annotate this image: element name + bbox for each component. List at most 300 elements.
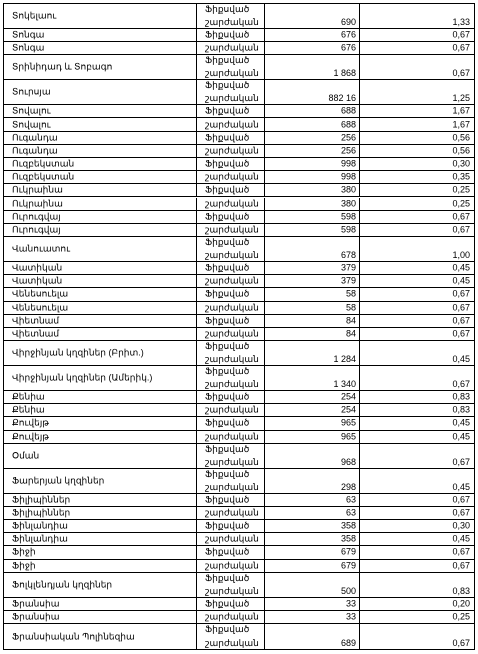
price-cell <box>265 198 360 210</box>
connection-type: շարժական <box>205 42 259 53</box>
table-row <box>4 237 474 262</box>
price-value: 1 284 <box>333 354 356 364</box>
rate-cell <box>360 211 474 223</box>
country-cell <box>4 624 197 649</box>
price-cell <box>265 341 360 365</box>
rate-value: 0,67 <box>452 302 470 313</box>
connection-type-cell <box>197 198 265 210</box>
country-cell <box>4 533 197 545</box>
rate-value: 0,25 <box>452 611 470 622</box>
country-cell <box>4 444 197 468</box>
price-cell <box>265 42 360 54</box>
table-row <box>4 520 474 533</box>
price-value: 1 340 <box>333 378 356 389</box>
rate-cell <box>360 328 474 340</box>
rate-cell <box>360 55 474 79</box>
connection-type: շարժական <box>205 93 259 104</box>
price-cell <box>265 224 360 236</box>
connection-type-cell <box>197 262 265 274</box>
connection-type: շարժական <box>205 16 259 27</box>
table-row <box>4 560 474 573</box>
connection-type: Ֆիքսված <box>205 391 250 402</box>
connection-type-cell <box>197 55 265 79</box>
country-name: Ֆիջի <box>12 560 36 571</box>
rate-cell <box>360 366 474 390</box>
country-cell <box>4 145 197 157</box>
rate-cell <box>360 224 474 236</box>
country-cell <box>4 598 197 610</box>
connection-type-cell <box>197 4 265 28</box>
country-name: Վատիկան <box>12 262 63 273</box>
country-name: Ֆիջի <box>12 546 36 557</box>
connection-type: շարժական <box>205 431 259 442</box>
country-cell <box>4 302 197 314</box>
table-row <box>4 55 474 80</box>
country-cell <box>4 275 197 287</box>
country-cell <box>4 262 197 274</box>
country-cell <box>4 417 197 429</box>
connection-type-cell <box>197 494 265 506</box>
connection-type: Ֆիքսված <box>205 494 250 505</box>
connection-type-cell <box>197 275 265 287</box>
connection-type: Ֆիքսված <box>205 262 250 273</box>
price-cell <box>265 211 360 223</box>
country-name: Քենիա <box>12 391 45 402</box>
price-cell <box>265 444 360 468</box>
rate-cell <box>360 29 474 41</box>
rate-value: 1,00 <box>452 249 470 260</box>
connection-type: Ֆիքսված <box>205 546 250 557</box>
country-name: Վիետնամ <box>12 328 60 339</box>
price-cell <box>265 132 360 144</box>
country-name: Վիրջինյան կղզիներ (Բրիտ.) <box>12 347 144 358</box>
rate-cell <box>360 105 474 117</box>
table-row <box>4 431 474 444</box>
country-name: Ֆրանսիա <box>12 598 60 609</box>
connection-type: շարժական <box>205 637 259 648</box>
connection-type: Ֆիքսված <box>205 211 250 222</box>
price-cell <box>265 611 360 623</box>
table-row <box>4 507 474 520</box>
country-cell <box>4 42 197 54</box>
table-row <box>4 29 474 42</box>
country-cell <box>4 132 197 144</box>
price-value: 33 <box>345 598 356 609</box>
country-cell <box>4 573 197 597</box>
rate-cell <box>360 262 474 274</box>
table-row <box>4 598 474 611</box>
connection-type: Ֆիքսված <box>205 315 250 326</box>
rate-value: 0,30 <box>452 520 470 531</box>
price-cell <box>265 431 360 443</box>
rate-cell <box>360 404 474 416</box>
rate-value: 0,56 <box>452 132 470 143</box>
table-row <box>4 611 474 624</box>
country-cell <box>4 611 197 623</box>
price-cell <box>265 598 360 610</box>
rate-value: 0,45 <box>452 262 470 273</box>
connection-type-cell <box>197 546 265 558</box>
table-row <box>4 184 474 197</box>
rate-cell <box>360 611 474 623</box>
country-cell <box>4 494 197 506</box>
connection-type-cell <box>197 224 265 236</box>
connection-type: Ֆիքսված <box>205 624 250 635</box>
price-cell <box>265 624 360 649</box>
country-cell <box>4 469 197 493</box>
connection-type-cell <box>197 42 265 54</box>
table-row <box>4 158 474 171</box>
country-name: Ուզբեկստան <box>12 171 75 182</box>
price-value: 380 <box>340 184 356 195</box>
price-value: 84 <box>345 315 356 326</box>
country-name: Տոնգա <box>12 29 45 40</box>
connection-type: Ֆիքսված <box>205 105 250 116</box>
price-value: 33 <box>345 611 356 622</box>
rate-cell <box>360 80 474 104</box>
table-row <box>4 105 474 118</box>
connection-type-cell <box>197 158 265 170</box>
connection-type: Ֆիքսված <box>205 366 250 377</box>
connection-type-cell <box>197 624 265 649</box>
connection-type: շարժական <box>205 302 259 313</box>
rate-value: 0,67 <box>452 224 470 235</box>
price-cell <box>265 171 360 183</box>
table-row <box>4 315 474 328</box>
country-name: Քուվեյթ <box>12 431 49 442</box>
country-name: Վանուատու <box>12 243 71 254</box>
table-row <box>4 118 474 131</box>
price-value: 58 <box>345 288 356 299</box>
price-cell <box>265 404 360 416</box>
country-cell <box>4 171 197 183</box>
rate-cell <box>360 275 474 287</box>
rate-value: 0,83 <box>452 404 470 415</box>
connection-type-cell <box>197 302 265 314</box>
country-cell <box>4 224 197 236</box>
price-value: 254 <box>340 391 356 402</box>
country-cell <box>4 431 197 443</box>
table-row <box>4 224 474 237</box>
price-cell <box>265 546 360 558</box>
rate-cell <box>360 184 474 196</box>
rate-value: 0,67 <box>452 211 470 222</box>
rate-value: 0,20 <box>452 598 470 609</box>
price-value: 679 <box>340 560 356 571</box>
price-value: 298 <box>340 481 356 492</box>
country-cell <box>4 198 197 210</box>
table-row <box>4 132 474 145</box>
connection-type: շարժական <box>205 198 259 209</box>
price-value: 676 <box>340 29 356 40</box>
price-cell <box>265 494 360 506</box>
price-value: 679 <box>340 546 356 557</box>
country-name: Քուվեյթ <box>12 417 49 428</box>
rate-value: 0,67 <box>452 546 470 557</box>
connection-type: շարժական <box>205 119 259 130</box>
rate-value: 0,67 <box>452 328 470 339</box>
rate-cell <box>360 431 474 443</box>
connection-type: շարժական <box>205 507 259 518</box>
table-row <box>4 328 474 341</box>
rate-value: 0,67 <box>452 456 470 467</box>
rate-value: 0,67 <box>452 29 470 40</box>
country-cell <box>4 404 197 416</box>
connection-type-cell <box>197 211 265 223</box>
table-row <box>4 211 474 224</box>
tariff-table <box>3 3 475 650</box>
rate-value: 0,45 <box>452 417 470 428</box>
country-cell <box>4 158 197 170</box>
country-name: Ֆոլկլենդյան կղզիներ <box>12 579 113 590</box>
country-name: Տուրսյա <box>12 86 51 97</box>
price-value: 678 <box>340 249 356 260</box>
country-cell <box>4 507 197 519</box>
country-cell <box>4 366 197 390</box>
connection-type: Ֆիքսված <box>205 598 250 609</box>
price-cell <box>265 118 360 130</box>
price-value: 256 <box>340 132 356 143</box>
price-cell <box>265 262 360 274</box>
connection-type: շարժական <box>205 328 259 339</box>
connection-type-cell <box>197 560 265 572</box>
country-name: Վիրջինյան կղզիներ (Ամերիկ.) <box>12 372 153 383</box>
price-value: 690 <box>340 16 356 27</box>
price-cell <box>265 507 360 519</box>
country-name: Ուկրաինա <box>12 198 63 209</box>
connection-type: Ֆիքսված <box>205 520 250 531</box>
rate-cell <box>360 494 474 506</box>
country-name: Վատիկան <box>12 275 63 286</box>
connection-type: շարժական <box>205 224 259 235</box>
price-cell <box>265 55 360 79</box>
connection-type: Ֆիքսված <box>205 29 250 40</box>
country-cell <box>4 55 197 79</box>
price-value: 882 16 <box>328 93 356 104</box>
table-row <box>4 469 474 494</box>
price-value: 688 <box>340 105 356 116</box>
connection-type-cell <box>197 366 265 390</box>
rate-value: 1,67 <box>452 119 470 130</box>
rate-value: 1,67 <box>452 105 470 116</box>
price-value: 968 <box>340 456 356 467</box>
price-cell <box>265 417 360 429</box>
country-name: Վենեսուելա <box>12 302 69 313</box>
connection-type-cell <box>197 328 265 340</box>
price-value: 358 <box>340 520 356 531</box>
price-cell <box>265 145 360 157</box>
price-cell <box>265 80 360 104</box>
connection-type: շարժական <box>205 611 259 622</box>
rate-value: 0,67 <box>452 507 470 518</box>
rate-cell <box>360 4 474 28</box>
country-name: Վենեսուելա <box>12 288 69 299</box>
connection-type: Ֆիքսված <box>205 184 250 195</box>
connection-type: շարժական <box>205 585 259 596</box>
price-value: 965 <box>340 431 356 442</box>
connection-type-cell <box>197 573 265 597</box>
price-value: 598 <box>340 224 356 235</box>
connection-type: Ֆիքսված <box>205 158 250 169</box>
connection-type: շարժական <box>205 145 259 156</box>
rate-cell <box>360 560 474 572</box>
connection-type: շարժական <box>205 354 259 364</box>
country-name: Ֆարերյան կղզիներ <box>12 475 105 486</box>
rate-cell <box>360 118 474 130</box>
connection-type: Ֆիքսված <box>205 80 250 91</box>
connection-type: Ֆիքսված <box>205 132 250 143</box>
rate-value: 0,67 <box>452 494 470 505</box>
rate-value: 1,25 <box>452 93 470 104</box>
connection-type-cell <box>197 533 265 545</box>
price-value: 689 <box>340 637 356 648</box>
table-row <box>4 391 474 404</box>
country-name: Տրինիդադ և Տոբագո <box>12 61 113 72</box>
connection-type: շարժական <box>205 249 259 260</box>
country-name: Տոնգա <box>12 42 45 53</box>
connection-type: շարժական <box>205 404 259 415</box>
connection-type: Ֆիքսված <box>205 55 250 66</box>
price-value: 598 <box>340 211 356 222</box>
price-value: 254 <box>340 404 356 415</box>
country-name: Ֆինլանդիա <box>12 533 68 544</box>
connection-type-cell <box>197 469 265 493</box>
table-row <box>4 145 474 158</box>
connection-type: Ֆիքսված <box>205 468 250 479</box>
price-cell <box>265 315 360 327</box>
table-row <box>4 4 474 29</box>
rate-value: 0,45 <box>452 533 470 544</box>
connection-type-cell <box>197 29 265 41</box>
price-cell <box>265 328 360 340</box>
connection-type: շարժական <box>205 481 259 492</box>
connection-type-cell <box>197 184 265 196</box>
price-cell <box>265 288 360 300</box>
table-row <box>4 494 474 507</box>
rate-value: 0,30 <box>452 158 470 169</box>
rate-cell <box>360 132 474 144</box>
country-name: Ուգանդա <box>12 132 58 143</box>
rate-cell <box>360 546 474 558</box>
connection-type-cell <box>197 391 265 403</box>
price-cell <box>265 275 360 287</box>
connection-type-cell <box>197 145 265 157</box>
connection-type: Ֆիքսված <box>205 341 250 352</box>
connection-type-cell <box>197 288 265 300</box>
table-row <box>4 341 474 366</box>
rate-cell <box>360 341 474 365</box>
price-cell <box>265 4 360 28</box>
rate-value: 0,25 <box>452 184 470 195</box>
rate-value: 0,45 <box>452 275 470 286</box>
country-name: Ուրուգվայ <box>12 211 61 222</box>
connection-type-cell <box>197 171 265 183</box>
price-cell <box>265 533 360 545</box>
table-row <box>4 417 474 430</box>
price-cell <box>265 573 360 597</box>
table-row <box>4 80 474 105</box>
table-row <box>4 366 474 391</box>
country-name: Ֆինլանդիա <box>12 520 68 531</box>
connection-type: Ֆիքսված <box>205 572 250 583</box>
country-cell <box>4 211 197 223</box>
price-value: 500 <box>340 585 356 596</box>
connection-type-cell <box>197 507 265 519</box>
rate-cell <box>360 417 474 429</box>
rate-value: 0,45 <box>452 354 470 364</box>
rate-cell <box>360 507 474 519</box>
country-name: Քենիա <box>12 404 45 415</box>
rate-cell <box>360 302 474 314</box>
rate-value: 0,83 <box>452 391 470 402</box>
price-cell <box>265 29 360 41</box>
rate-cell <box>360 198 474 210</box>
price-cell <box>265 105 360 117</box>
country-cell <box>4 80 197 104</box>
price-cell <box>265 184 360 196</box>
country-name: Ֆրանսիական Պոլինեզիա <box>12 631 135 641</box>
rate-value: 0,35 <box>452 171 470 182</box>
country-name: Ֆիլիպիններ <box>12 507 71 518</box>
country-name: Օման <box>12 450 40 461</box>
connection-type-cell <box>197 417 265 429</box>
rate-cell <box>360 158 474 170</box>
rate-value: 0,67 <box>452 378 470 389</box>
table-row <box>4 546 474 559</box>
rate-cell <box>360 237 474 261</box>
price-cell <box>265 520 360 532</box>
country-cell <box>4 341 197 365</box>
price-value: 84 <box>345 328 356 339</box>
country-cell <box>4 315 197 327</box>
connection-type: շարժական <box>205 533 259 544</box>
country-cell <box>4 288 197 300</box>
price-cell <box>265 469 360 493</box>
rate-cell <box>360 469 474 493</box>
country-cell <box>4 4 197 28</box>
country-cell <box>4 328 197 340</box>
country-name: Ֆրանսիա <box>12 611 60 622</box>
price-value: 256 <box>340 145 356 156</box>
rate-cell <box>360 520 474 532</box>
connection-type-cell <box>197 520 265 532</box>
connection-type: շարժական <box>205 456 259 467</box>
connection-type-cell <box>197 80 265 104</box>
table-row <box>4 624 474 649</box>
table-row <box>4 302 474 315</box>
country-name: Ուզբեկստան <box>12 158 75 169</box>
connection-type-cell <box>197 598 265 610</box>
table-row <box>4 573 474 598</box>
price-value: 358 <box>340 533 356 544</box>
connection-type: Ֆիքսված <box>205 237 250 248</box>
connection-type-cell <box>197 431 265 443</box>
price-value: 379 <box>340 262 356 273</box>
price-cell <box>265 366 360 390</box>
country-cell <box>4 105 197 117</box>
connection-type: շարժական <box>205 275 259 286</box>
price-value: 1 868 <box>333 68 356 79</box>
price-value: 998 <box>340 171 356 182</box>
rate-cell <box>360 533 474 545</box>
price-value: 998 <box>340 158 356 169</box>
country-cell <box>4 237 197 261</box>
rate-value: 0,67 <box>452 288 470 299</box>
price-value: 676 <box>340 42 356 53</box>
rate-cell <box>360 391 474 403</box>
rate-value: 0,67 <box>452 42 470 53</box>
rate-value: 0,67 <box>452 68 470 79</box>
